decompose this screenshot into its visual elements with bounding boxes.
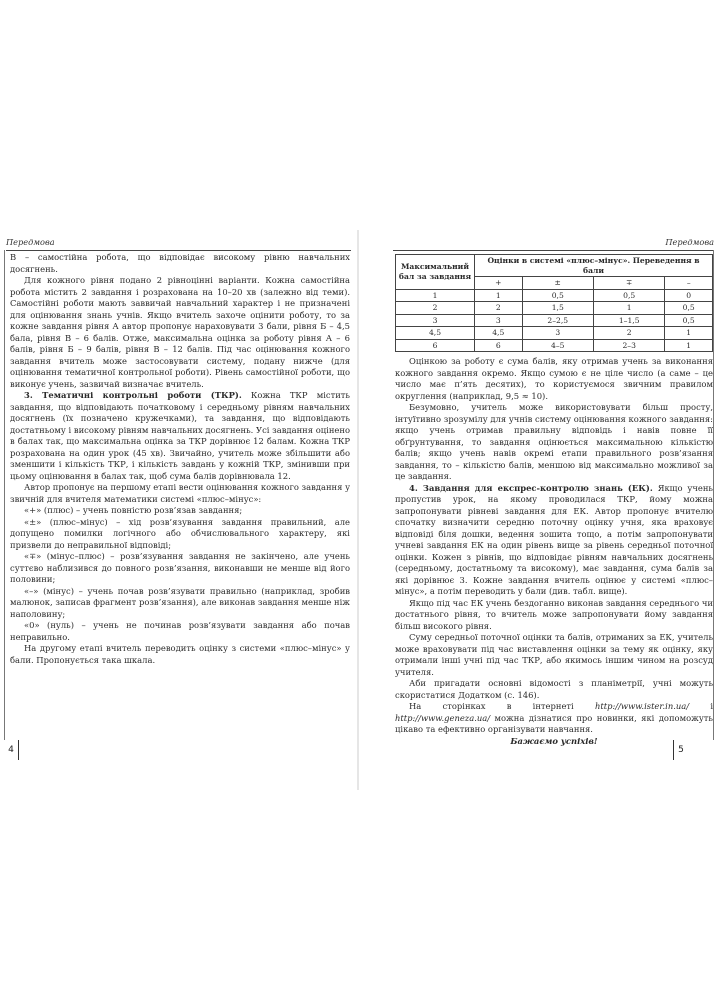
mark-item: «+» (плюс) – учень повністю розв’язав завдання;	[24, 505, 243, 515]
table-cell: 4–5	[522, 339, 593, 352]
tkr-text: Кожна ТКР містить завдання, що відповідають початковому і середньому рівням навчальних досягнень (їх позначено кружечками), та завдання, що відповідають достатньому і високому рівням навчальних досягнень. Усі завдання оцінено в балах так, що максимальна оцінка за ТКР дорівнює 12 балам. Кожна ТКР розрахована на один урок (45 хв). Звичайно, учитель може збільшити або зменшити і кількість ТКР, і кількість завдань у кожній ТКР, змінивши при цьому оцінювання в балах так, щоб сума балів дорівнювала 12.	[10, 390, 350, 481]
paragraph: Оцінкою за роботу є сума балів, яку отримав учень за виконання кожного завдання окремо. Якщо сумою є не ціле число (а саме – це число має п’ять десятих), то користуємося звичним правилом округлення (наприклад, 9,5 ≈ 10).	[395, 356, 713, 401]
table-cell: 2	[396, 302, 475, 315]
table-cell: 6	[475, 339, 523, 352]
paragraph: Для кожного рівня подано 2 рівноцінні варіанти. Кожна самостійна робота містить 2 завдання і розрахована на 10–20 хв (залежно від теми). Самостійні роботи мають заввичай навчальний характер і не призначені для оцінювання знань учнів. Якщо вчитель захоче оцінити роботу, то за кожне завдання рівня А автор пропонує нараховувати 3 бали, рівня Б – 4,5 бала, рівня В – 6 балів. Отже, максимальна оцінка за роботу рівня А – 6 балів, рівня Б – 9 балів, рівня В – 12 балів. Під час оцінювання кожного завдання вчитель може застосовувати систему, подану нижче (для оцінювання тематичної контрольної роботи). Рівень самостійної роботи, що виконує учень, зазвичай визначає вчитель.	[10, 275, 350, 389]
table-subheader: –	[665, 277, 713, 290]
mark-item: «±» (плюс–мінус) – хід розв’язування завдання правильний, але допущено помилки логічного або обчислювального характеру, які призвели до неправильної відповіді;	[10, 516, 350, 550]
table-cell: 2	[475, 302, 523, 315]
internet-paragraph	[395, 701, 713, 736]
table-header-plus-minus: Оцінки в системі «плюс–мінус». Переведення в бали	[475, 255, 713, 277]
paragraph: Автор пропонує на першому етапі вести оцінювання кожного завдання у звичній для вчителя математики системі «плюс–мінус»:	[10, 482, 350, 504]
tkr-paragraph	[10, 390, 350, 482]
table-cell: 0,5	[522, 289, 593, 302]
mark-item: «0» (нуль) – учень не починав розв’язувати завдання або почав неправильно.	[10, 620, 350, 642]
mark-item: «∓» (мінус–плюс) – розв’язування завдання не закінчено, але учень суттєво наблизився до повного розв’язання, виконавши не менше від його половини;	[10, 551, 350, 584]
table-cell: 3	[396, 314, 475, 327]
left-running-head: Передмова	[6, 236, 351, 251]
table-cell: 6	[396, 339, 475, 352]
table-cell: 4,5	[396, 327, 475, 340]
right-page	[359, 230, 720, 790]
table-cell: 4,5	[475, 327, 523, 340]
right-page-number: 5	[673, 740, 688, 760]
paragraph: Якщо під час ЕК учень бездоганно виконав завдання середнього чи достатнього рівня, то вчитель може запропонувати йому завдання більш високого рівня.	[395, 597, 713, 631]
left-page-number: 4	[4, 740, 19, 760]
table-row	[396, 327, 713, 340]
right-running-head: Передмова	[393, 236, 714, 251]
table-cell: 3	[522, 327, 593, 340]
table-row	[396, 339, 713, 352]
table-cell: 0,5	[593, 289, 664, 302]
mark-item: «–» (мінус) – учень почав розв’язувати правильно (наприклад, зробив малюнок, записав фрагмент розв’язання), але виконав завдання менше ніж наполовину;	[10, 585, 350, 619]
right-page-rule	[713, 250, 714, 740]
table-cell: 1	[665, 327, 713, 340]
ister-link: http://www.ister.in.ua/	[594, 701, 690, 711]
internet-text: На сторінках в інтернеті	[409, 701, 595, 711]
tkr-heading: 3. Тематичні контрольні роботи (ТКР).	[24, 390, 242, 400]
geneza-link: http://www.geneza.ua/	[395, 712, 491, 723]
paragraph: Безумовно, учитель може використовувати більш просту, інтуїтивно зрозумілу для учнів систему оцінювання кожного завдання: якщо учень отримав правильну відповідь і навів повне її обґрунтування, то завдання оцінюється максимальною кількістю балів; якщо учень навів окремі етапи правильного розв’язання завдання, то – кількістю балів, меншою від максимально можливої за це завдання.	[395, 402, 713, 481]
table-subheader: +	[475, 277, 523, 290]
table-cell: 0,5	[665, 314, 713, 327]
table-row	[396, 314, 713, 327]
table-subheader: ±	[522, 277, 593, 290]
table-cell: 1–1,5	[593, 314, 664, 327]
table-cell: 1	[665, 339, 713, 352]
paragraph: На другому етапі вчитель переводить оцінку з системи «плюс–мінус» у бали. Пропонується така шкала.	[10, 643, 350, 665]
left-page-body	[10, 252, 350, 666]
table-subheader: ∓	[593, 277, 664, 290]
internet-text: і	[689, 701, 713, 711]
ek-heading: 4. Завдання для експрес-контролю знань (ЕК).	[409, 482, 653, 493]
table-header-max-score: Максимальний бал за завдання	[396, 255, 475, 290]
table-cell: 2	[593, 327, 664, 340]
grade-conversion-table	[395, 254, 713, 352]
table-row	[396, 302, 713, 315]
table-cell: 2–2,5	[522, 314, 593, 327]
table-cell: 3	[475, 314, 523, 327]
paragraph: Аби пригадати основні відомості з планіметрії, учні можуть скористатися Додатком (с. 146).	[395, 678, 713, 700]
table-cell: 0,5	[665, 302, 713, 315]
paragraph: Суму середньої поточної оцінки та балів, отриманих за ЕК, учитель може враховувати під час виставлення оцінки за тему як оцінку, яку отримали інші учні під час ТКР, або якимось іншим чином на розсуд учителя.	[395, 632, 713, 677]
book-spread	[0, 230, 720, 790]
paragraph: В – самостійна робота, що відповідає високому рівню навчальних досягнень.	[10, 252, 350, 274]
table-cell: 1,5	[522, 302, 593, 315]
right-page-body	[395, 252, 713, 747]
table-cell: 1	[475, 289, 523, 302]
closing-wish: Бажаємо успіхів!	[510, 735, 598, 746]
ek-paragraph	[395, 483, 713, 598]
internet-text: можна дізнатися про новинки, які допоможуть цікаво та ефективно організувати навчання.	[395, 712, 713, 734]
table-cell: 1	[396, 289, 475, 302]
left-page	[0, 230, 357, 790]
table-cell: 1	[593, 302, 664, 315]
left-page-rule	[4, 250, 5, 740]
table-row	[396, 289, 713, 302]
table-cell: 0	[665, 289, 713, 302]
ek-text: Якщо учень пропустив урок, на якому проводилася ТКР, йому можна запропонувати рівневі завдання для ЕК. Автор пропонує вчителю спочатку визначити середню поточну оцінку учня, яка враховує відповіді біля дошки, ведення зошита тощо, а потім запропонувати учневі завдання ЕК на один рівень вище за рівень середньої поточної оцінки. Кожен з рівнів, що відповідає рівням навчальних досягнень (середньому, достатньому та високому), має завдання, сума балів за які дорівнює 3. Кожне завдання вчитель оцінює у системі «плюс–мінус», а потім переводить у бали (див. табл. вище).	[395, 482, 713, 596]
table-cell: 2–3	[593, 339, 664, 352]
